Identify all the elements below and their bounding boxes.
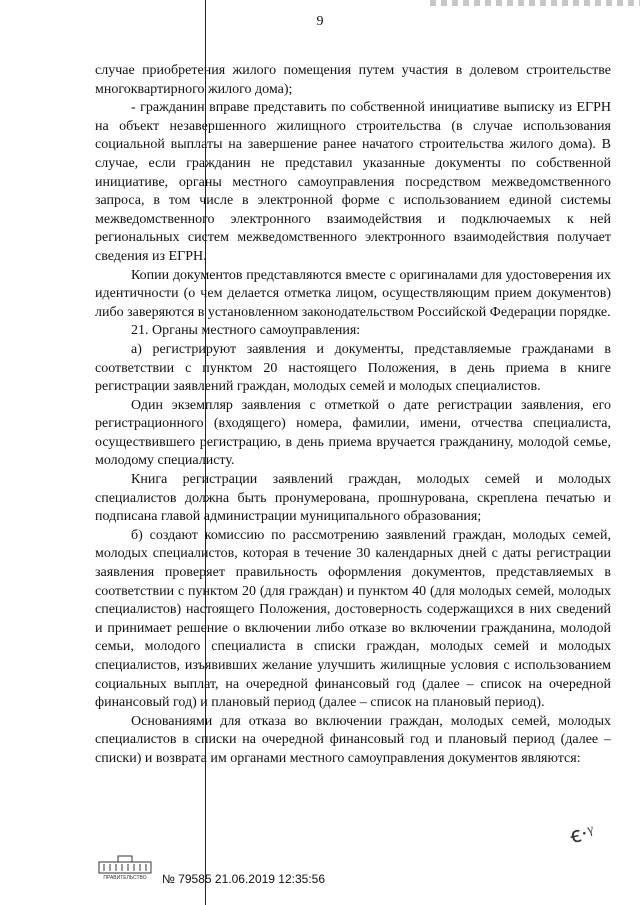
government-stamp-icon xyxy=(96,855,154,881)
document-body xyxy=(95,62,611,769)
handwritten-mark: ꞓ·ᵞ xyxy=(567,818,597,849)
paragraph: Копии документов представляются вместе с оригиналами для удостоверения их идентичности (о чем делается отметка лицом, осуществляющим прием документов) либо заверяются в установленном законодательством Российской Федерации порядке. xyxy=(95,267,611,320)
scan-artifact xyxy=(430,0,640,6)
paragraph: а) регистрируют заявления и документы, представляемые гражданами в соответствии с пунктом 20 настоящего Положения, в день приема в книге регистрации заявлений граждан, молодых семей и молодых специалистов. xyxy=(95,341,611,395)
page-number: 9 xyxy=(316,14,324,29)
section-heading: 21. Органы местного самоуправления: xyxy=(131,323,361,339)
paragraph: - гражданин вправе представить по собственной инициативе выписку из ЕГРН на объект незавершенного жилищного строительства (в случае использования социальной выплаты на завершение ранее начатого строительства жилого дома). В случае, если гражданин не представил указанные документы по собственной инициативе, органы местного самоуправления посредством межведомственного запроса, в том числе в электронной форме с использованием единой системы межведомственного электронного взаимодействия и подключаемых к ней региональных систем межведомственного электронного взаимодействия получает сведения из ЕГРН. xyxy=(95,100,611,264)
paragraph: Один экземпляр заявления с отметкой о дате регистрации заявления, его регистрационного (входящего) номера, фамилии, имени, отчества специалиста, осуществившего регистрацию, в день приема вручается гражданину, молодой семье, молодому специалисту. xyxy=(95,397,611,469)
document-id: № 79585 21.06.2019 12:35:56 xyxy=(162,872,326,886)
paragraph: Книга регистрации заявлений граждан, молодых семей и молодых специалистов должна быть пронумерована, прошнурована, скреплена печатью и подписана главой администрации муниципального образования; xyxy=(95,472,611,525)
svg-text:ПРАВИТЕЛЬСТВО: ПРАВИТЕЛЬСТВО xyxy=(103,875,147,881)
paragraph: случае приобретения жилого помещения путем участия в долевом строительстве многоквартирного жилого дома); xyxy=(95,63,611,97)
paragraph: Основаниями для отказа во включении граждан, молодых семей, молодых специалистов в списки на очередной финансовый год и плановый период (далее – списки) и возврата им органами местного самоуправления документов являются: xyxy=(95,713,611,766)
paragraph: б) создают комиссию по рассмотрению заявлений граждан, молодых семей, молодых специалистов, которая в течение 30 календарных дней с даты регистрации заявления проверяет правильность оформления документов, представляемых в соответствии с пунктом 20 (для граждан) и пунктом 40 (для молодых семей, молодых специалистов) настоящего Положения, достоверность содержащихся в них сведений и принимает решение о включении либо отказе во включении гражданина, молодой семьи, молодого специалиста в списки граждан, молодых семей и молодых специалистов, изъявивших желание улучшить жилищные условия с использованием социальных выплат, на очередной финансовый год (далее – список на очередной финансовый год) и плановый период (далее – список на плановый период). xyxy=(95,527,611,711)
